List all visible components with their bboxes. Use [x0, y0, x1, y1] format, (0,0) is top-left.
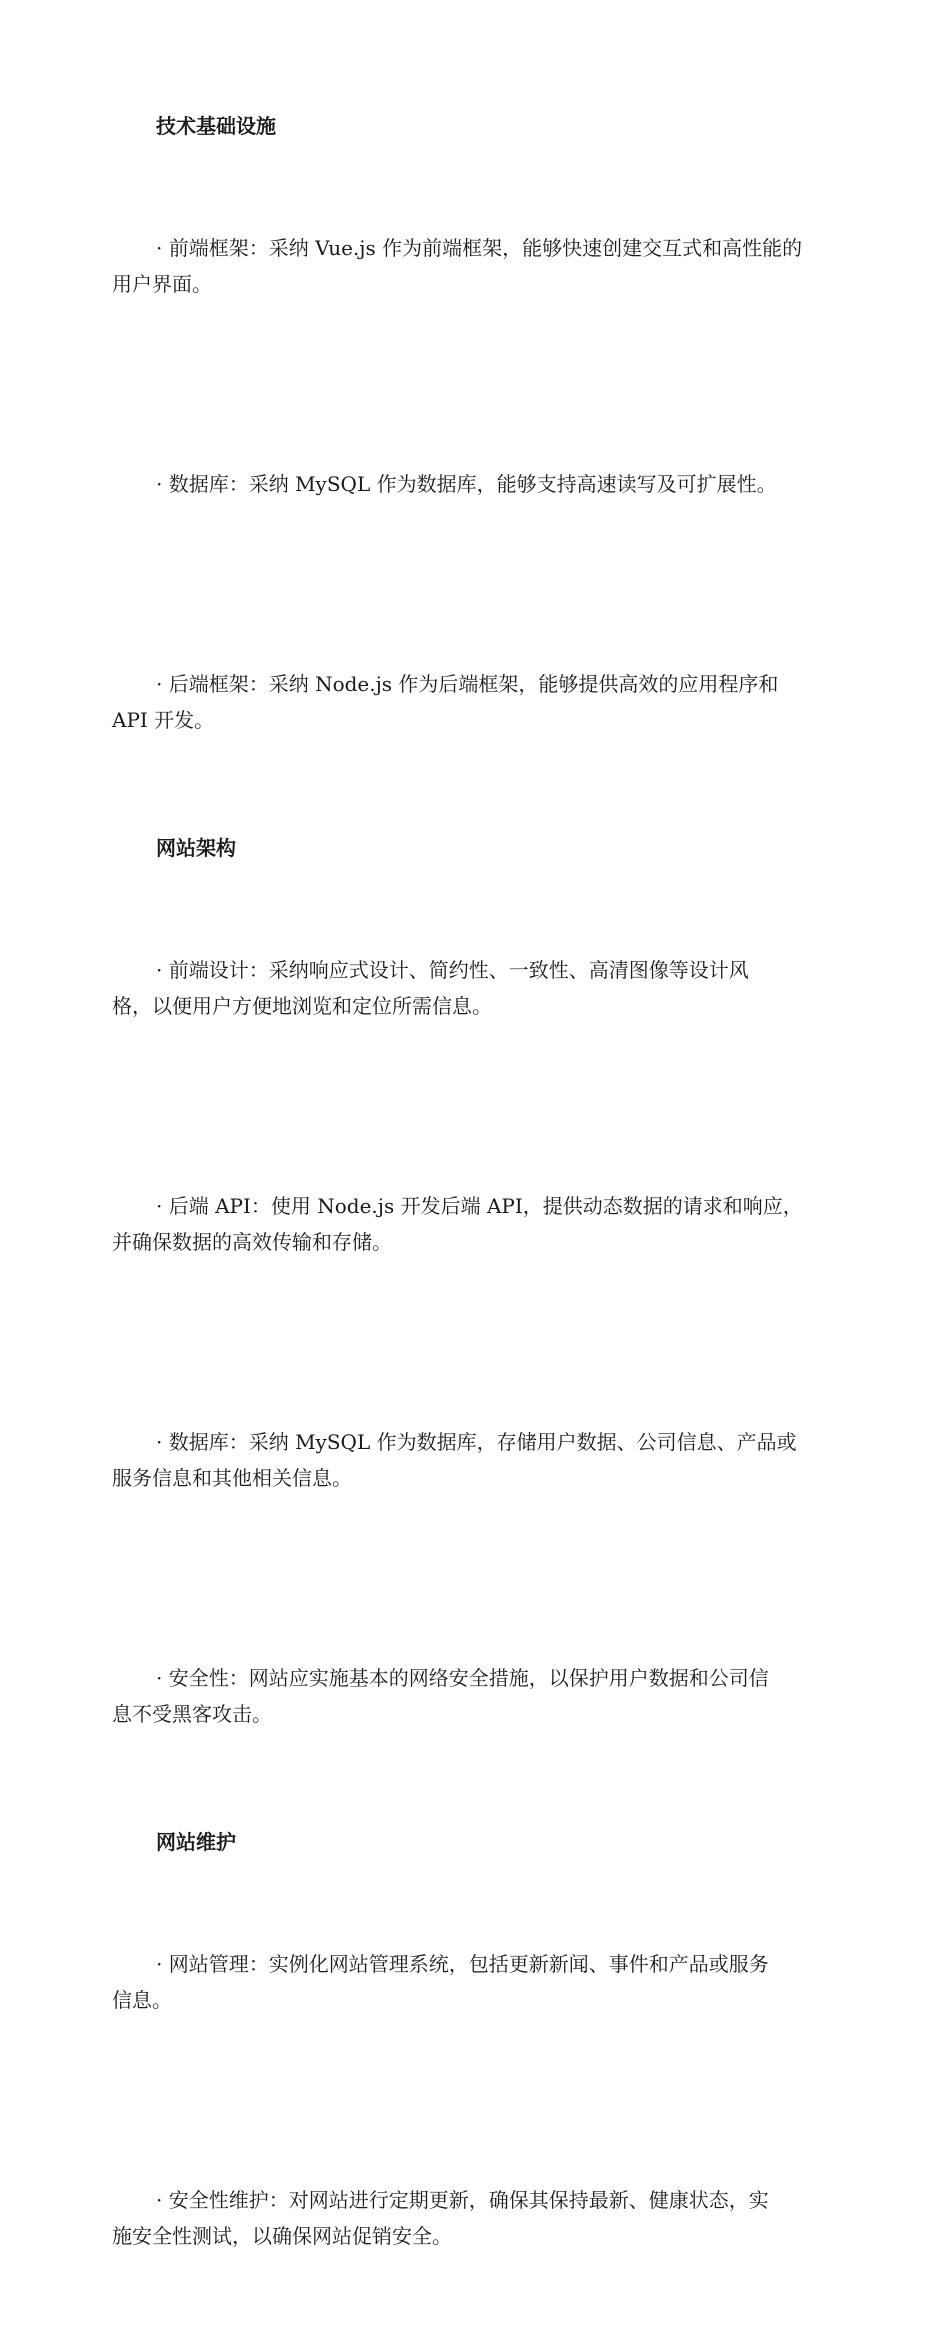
paragraph-line: 息不受黑客攻击。	[112, 1702, 272, 1726]
paragraph-line: · 前端设计：采纳响应式设计、简约性、一致性、高清图像等设计风	[156, 958, 749, 982]
paragraph-security	[112, 1588, 840, 1804]
paragraph-line: 格，以便用户方便地浏览和定位所需信息。	[112, 994, 492, 1018]
paragraph-line: · 后端 API：使用 Node.js 开发后端 API，提供动态数据的请求和响应，	[156, 1194, 803, 1218]
paragraph-line: · 前端框架：采纳 Vue.js 作为前端框架，能够快速创建交互式和高性能的	[156, 236, 803, 260]
paragraph-frontend-design	[112, 880, 840, 1096]
section-heading: 网站维护	[156, 1830, 236, 1854]
section-site-architecture	[112, 830, 840, 1804]
paragraph-line: 并确保数据的高效传输和存储。	[112, 1230, 392, 1254]
paragraph-database	[112, 394, 840, 574]
section-heading: 网站架构	[156, 836, 236, 860]
section-site-maintenance	[112, 1824, 840, 2326]
paragraph-database-storage	[112, 1352, 840, 1568]
section-heading: 技术基础设施	[156, 114, 276, 138]
paragraph-line: · 后端框架：采纳 Node.js 作为后端框架，能够提供高效的应用程序和	[156, 672, 779, 696]
paragraph-line: 用户界面。	[112, 272, 212, 296]
paragraph-backend-api	[112, 1116, 840, 1332]
paragraph-security-maintenance	[112, 2110, 840, 2326]
paragraph-line: API 开发。	[112, 708, 215, 732]
paragraph-line: · 网站管理：实例化网站管理系统，包括更新新闻、事件和产品或服务	[156, 1952, 769, 1976]
paragraph-line: · 数据库：采纳 MySQL 作为数据库，能够支持高速读写及可扩展性。	[156, 472, 777, 496]
document-page	[112, 108, 840, 2346]
paragraph-line: 服务信息和其他相关信息。	[112, 1466, 352, 1490]
paragraph-site-management	[112, 1874, 840, 2090]
paragraph-line: · 安全性维护：对网站进行定期更新，确保其保持最新、健康状态，实	[156, 2188, 769, 2212]
section-tech-infrastructure	[112, 108, 840, 810]
paragraph-backend-framework	[112, 594, 840, 810]
paragraph-line: 施安全性测试，以确保网站促销安全。	[112, 2224, 452, 2248]
paragraph-frontend-framework	[112, 158, 840, 374]
paragraph-line: · 安全性：网站应实施基本的网络安全措施，以保护用户数据和公司信	[156, 1666, 769, 1690]
paragraph-line: · 数据库：采纳 MySQL 作为数据库，存储用户数据、公司信息、产品或	[156, 1430, 797, 1454]
paragraph-line: 信息。	[112, 1988, 172, 2012]
